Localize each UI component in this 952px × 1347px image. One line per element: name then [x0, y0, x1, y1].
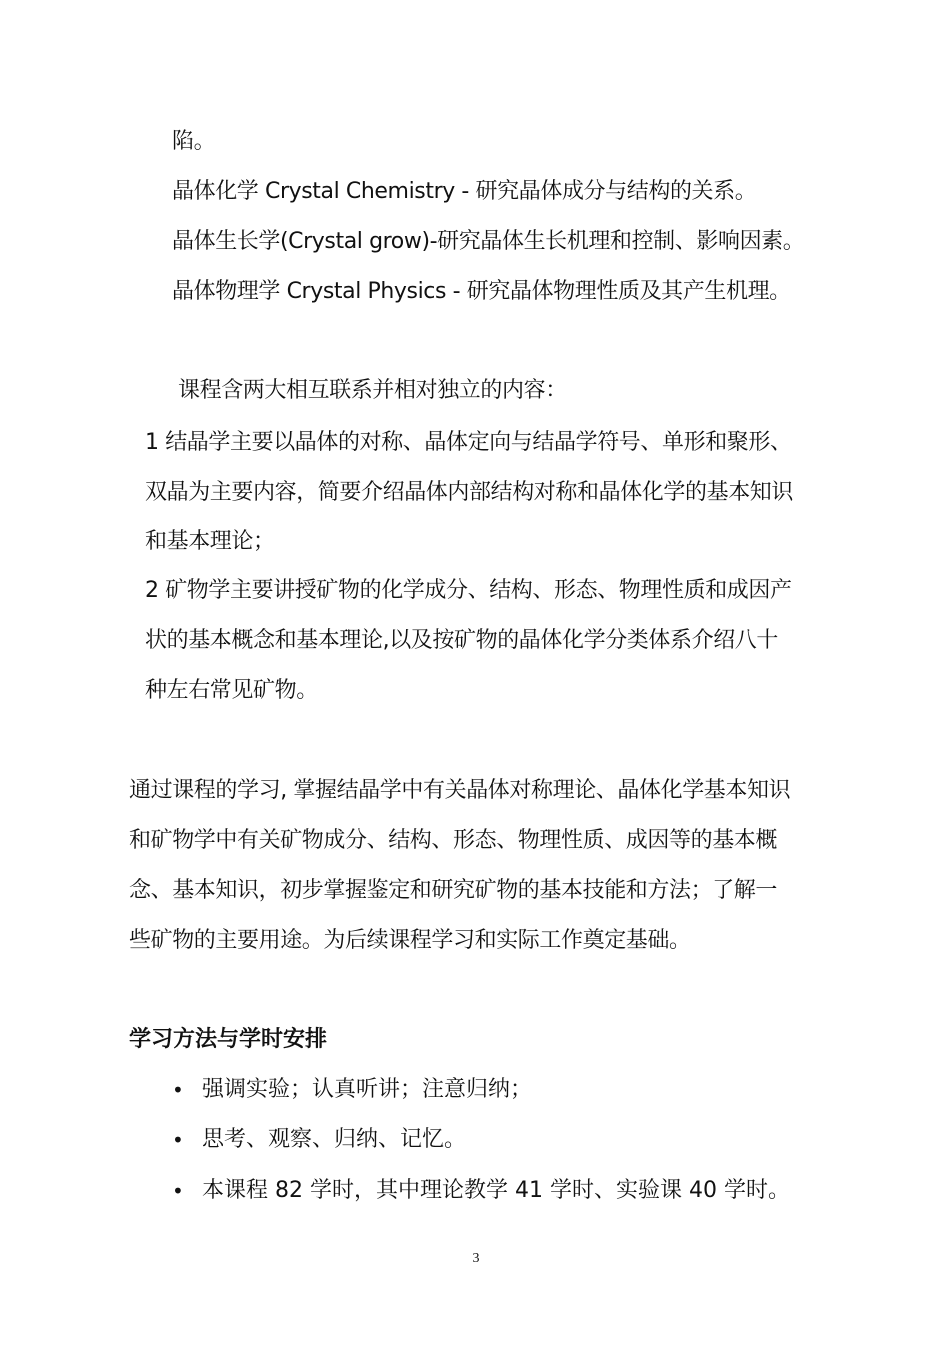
intro-line-4: 晶体物理学 Crystal Physics - 研究晶体物理性质及其产生机理。: [172, 279, 791, 304]
intro-line-2: 晶体化学 Crystal Chemistry - 研究晶体成分与结构的关系。: [172, 179, 757, 204]
methods-item-text: 强调实验；认真听讲；注意归纳；: [202, 1077, 533, 1102]
course-item-line-6: 种左右常见矿物。: [145, 678, 318, 703]
course-intro: 课程含两大相互联系并相对独立的内容：: [178, 378, 567, 403]
course-item-line-1: 1 结晶学主要以晶体的对称、晶体定向与结晶学符号、单形和聚形、: [145, 430, 792, 455]
course-item-line-4: 2 矿物学主要讲授矿物的化学成分、结构、形态、物理性质和成因产: [145, 578, 792, 603]
objective-line-1: 通过课程的学习, 掌握结晶学中有关晶体对称理论、晶体化学基本知识: [129, 778, 791, 803]
bullet-icon: •: [172, 1179, 184, 1203]
methods-heading: 学习方法与学时安排: [129, 1027, 328, 1052]
page-number: 3: [472, 1251, 480, 1266]
methods-item-text: 本课程 82 学时，其中理论教学 41 学时、实验课 40 学时。: [202, 1178, 790, 1203]
intro-line-1: 陷。: [172, 129, 216, 154]
methods-list-item: [172, 1075, 532, 1105]
methods-list-item: [172, 1176, 790, 1206]
objective-line-3: 念、基本知识，初步掌握鉴定和研究矿物的基本技能和方法；了解一: [129, 878, 778, 903]
bullet-icon: •: [172, 1078, 184, 1102]
methods-item-text: 思考、观察、归纳、记忆。: [202, 1127, 467, 1152]
intro-line-3: 晶体生长学(Crystal grow)-研究晶体生长机理和控制、影响因素。: [172, 229, 805, 254]
objective-line-4: 些矿物的主要用途。为后续课程学习和实际工作奠定基础。: [129, 928, 691, 953]
course-item-line-2: 双晶为主要内容，简要介绍晶体内部结构对称和晶体化学的基本知识: [145, 480, 794, 505]
methods-list-item: [172, 1125, 466, 1155]
bullet-icon: •: [172, 1128, 184, 1152]
course-item-line-5: 状的基本概念和基本理论,以及按矿物的晶体化学分类体系介绍八十: [145, 628, 778, 653]
course-item-line-3: 和基本理论；: [145, 529, 275, 554]
objective-line-2: 和矿物学中有关矿物成分、结构、形态、物理性质、成因等的基本概: [129, 828, 778, 853]
